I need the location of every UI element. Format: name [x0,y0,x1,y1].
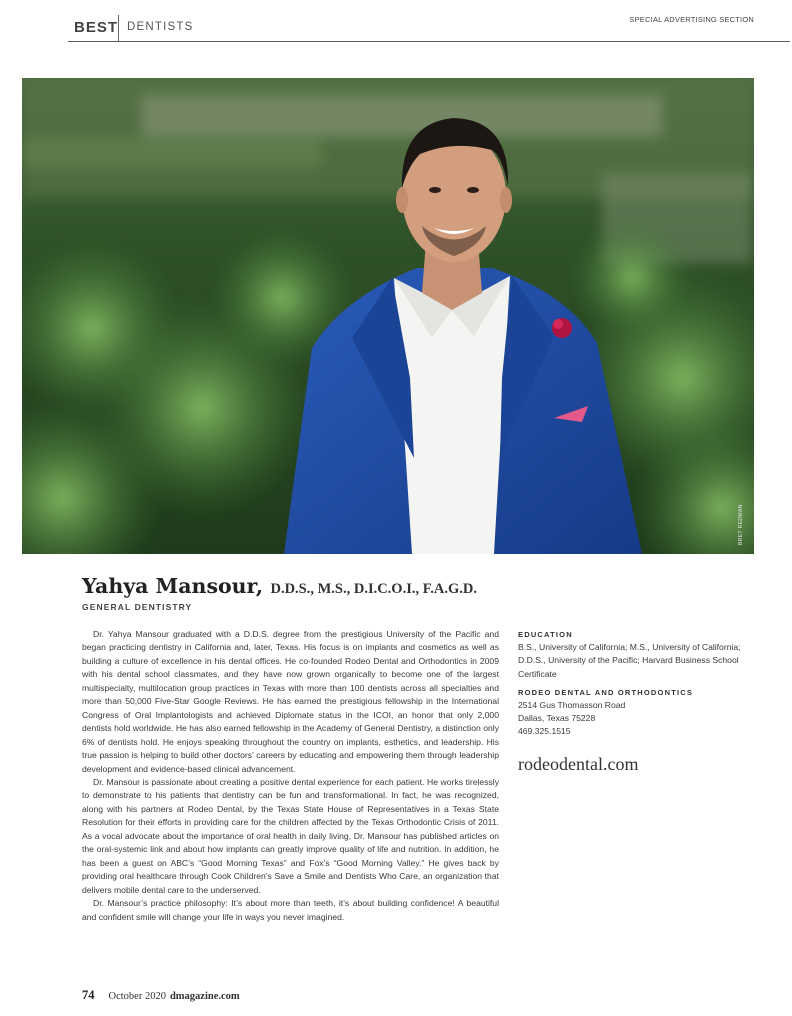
portrait-photo [22,78,754,554]
header-divider [118,15,119,42]
dentist-credentials: D.D.S., M.S., D.I.C.O.I., F.A.G.D. [270,581,477,597]
photo-credit: BRET REDMAN [738,504,744,545]
category-label: DENTISTS [127,21,194,33]
specialty-label: GENERAL DENTISTRY [82,602,193,612]
website-link[interactable]: rodeodental.com [518,754,639,774]
page-header [68,12,790,42]
issue-date: October 2020 [108,991,166,1002]
advertising-label: SPECIAL ADVERTISING SECTION [629,15,754,24]
bio-paragraph-1: Dr. Yahya Mansour graduated with a D.D.S. degree from the prestigious University of the Pacific and began practicing dentistry in California and, later, Texas. His focus is on implants and cosmetics as well as building a culture of excellence in his dental offices. He co-founded Rodeo Dental and Orthodontics in 2009 with his dental school classmates, and they have now grown organically to become one of the largest multispecialty, multilocation group practices in Texas with more than 100 dentists across all specialties and more than 50,000 Five-Star Google Reviews. He has earned the prestigious fellowship in the International Congress of Oral Implantologists and achieved Diplomate status in the ICOI, an honor that only 2,000 dentists hold worldwide. He has also earned fellowship in the Academy of General Dentistry, a distinction only 6% of dentists hold. He enjoys speaking throughout the country on implants, esthetics, and leadership. His true passion is helping to build other doctors’ careers by educating and empowering them through leadership development and evidence-based clinical advancement. [82,629,499,774]
dentist-name: Yahya Mansour, [82,574,264,598]
header-rule [68,41,790,42]
practice-heading: RODEO DENTAL AND ORTHODONTICS [518,687,694,697]
info-sidebar [518,628,748,739]
address-line-1: 2514 Gus Thomasson Road [518,699,626,710]
address-line-2: Dallas, Texas 75228 [518,713,596,724]
bio-text [82,628,499,924]
section-label: BEST [74,19,119,36]
page-number: 74 [82,988,95,1002]
page-footer [82,986,240,1004]
bio-paragraph-3: Dr. Mansour’s practice philosophy: It’s about more than teeth, it’s about building confidence! A beautiful and confident smile will change your life in ways you never imagined. [82,898,499,922]
dentist-name-line [82,574,477,598]
portrait-illustration [22,78,754,554]
education-text: B.S., University of California; M.S., University of California; D.D.S., University of the Pacific; Harvard Business School Certificate [518,642,741,679]
bio-paragraph-2: Dr. Mansour is passionate about creating a positive dental experience for each patient. He works tirelessly to demonstrate to his patients that dentistry can be fun and transformational. In fact, he was recognized, along with his partners at Rodeo Dental, by the Texas State House of Representatives in a Texas State Resolution for their efforts in providing care for the children affected by the Texas Orthodontic Crisis of 2011. As a vocal advocate about the importance of oral health in daily living, Dr. Mansour has published articles on the oral-systemic link and about how implants can greatly improve quality of life and nutrition. In addition, he has been a guest on ABC’s “Good Morning Texas” and Fox’s “Good Morning Valley.” He gives back by providing oral healthcare through Cook Children’s Save a Smile and Dentists Who Care, an organization that delivers mobile dental care to the underserved. [82,776,499,895]
education-heading: EDUCATION [518,630,573,639]
phone-number: 469.325.1515 [518,726,571,737]
magazine-site: dmagazine.com [169,991,240,1002]
